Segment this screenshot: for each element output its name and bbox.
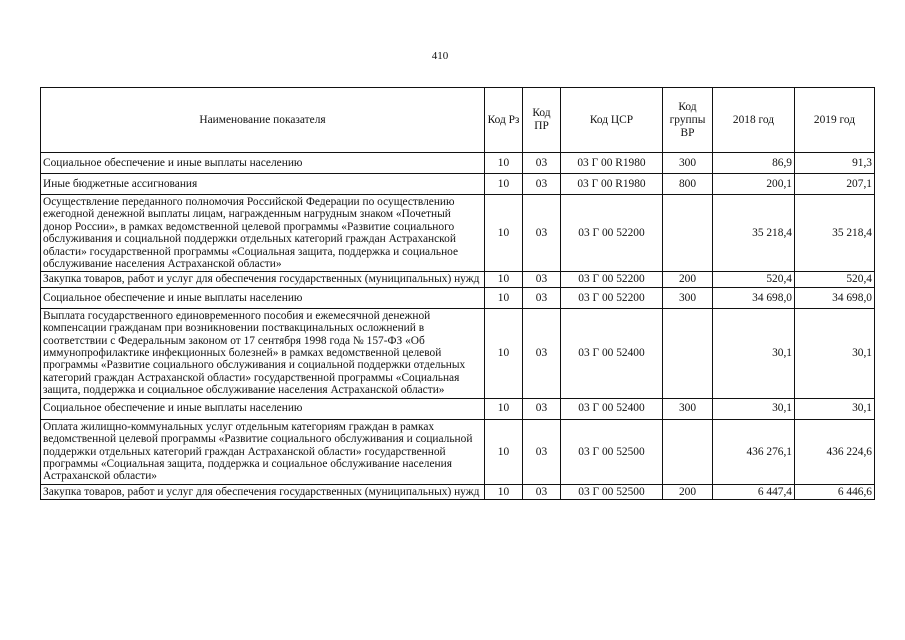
row-rz: 10 [485, 287, 523, 308]
row-2019: 520,4 [795, 272, 875, 287]
row-name: Иные бюджетные ассигнования [41, 174, 485, 195]
table-row [41, 308, 875, 398]
row-pr: 03 [523, 272, 561, 287]
row-2018: 30,1 [713, 398, 795, 419]
row-pr: 03 [523, 195, 561, 272]
row-vr: 200 [663, 484, 713, 499]
row-vr: 300 [663, 153, 713, 174]
row-rz: 10 [485, 398, 523, 419]
row-vr: 300 [663, 398, 713, 419]
row-csr: 03 Г 00 52200 [561, 272, 663, 287]
header-2018: 2018 год [713, 88, 795, 153]
row-name: Социальное обеспечение и иные выплаты населению [41, 398, 485, 419]
row-2018: 6 447,4 [713, 484, 795, 499]
row-pr: 03 [523, 484, 561, 499]
row-rz: 10 [485, 308, 523, 398]
table-row [41, 419, 875, 484]
row-name: Закупка товаров, работ и услуг для обеспечения государственных (муниципальных) нужд [41, 484, 485, 499]
row-2018: 34 698,0 [713, 287, 795, 308]
row-rz: 10 [485, 174, 523, 195]
row-2019: 91,3 [795, 153, 875, 174]
row-rz: 10 [485, 419, 523, 484]
row-csr: 03 Г 00 52500 [561, 419, 663, 484]
header-pr: Код ПР [523, 88, 561, 153]
row-2019: 30,1 [795, 398, 875, 419]
row-name: Осуществление переданного полномочия Российской Федерации по осуществлению ежегодной денежной выплаты лицам, награжденным нагрудным знаком «Почетный донор России», в рамках ведомственной целевой программы «Развитие социального обслуживания и социальной поддержки отдельных категорий граждан Астраханской области» государственной программы «Социальная защита, поддержка и социальное обслуживание населения Астраханской области» [41, 195, 485, 272]
row-vr: 800 [663, 174, 713, 195]
row-pr: 03 [523, 419, 561, 484]
table-row [41, 287, 875, 308]
row-rz: 10 [485, 153, 523, 174]
row-rz: 10 [485, 484, 523, 499]
row-vr [663, 308, 713, 398]
row-name: Оплата жилищно-коммунальных услуг отдельным категориям граждан в рамках ведомственной целевой программы «Развитие социального обслуживания и социальной поддержки отдельных категорий граждан Астраханской области» государственной программы «Социальная защита, поддержка и социальное обслуживание населения Астраханской области» [41, 419, 485, 484]
row-2018: 520,4 [713, 272, 795, 287]
row-rz: 10 [485, 272, 523, 287]
header-name: Наименование показателя [41, 88, 485, 153]
row-2019: 436 224,6 [795, 419, 875, 484]
row-2018: 86,9 [713, 153, 795, 174]
row-vr [663, 419, 713, 484]
row-2018: 200,1 [713, 174, 795, 195]
table-row [41, 174, 875, 195]
row-name: Закупка товаров, работ и услуг для обеспечения государственных (муниципальных) нужд [41, 272, 485, 287]
row-csr: 03 Г 00 52200 [561, 195, 663, 272]
page-number: 410 [431, 50, 449, 62]
row-csr: 03 Г 00 R1980 [561, 174, 663, 195]
header-rz: Код Рз [485, 88, 523, 153]
row-rz: 10 [485, 195, 523, 272]
row-2019: 207,1 [795, 174, 875, 195]
row-name: Социальное обеспечение и иные выплаты населению [41, 287, 485, 308]
row-pr: 03 [523, 174, 561, 195]
header-csr: Код ЦСР [561, 88, 663, 153]
table-row [41, 272, 875, 287]
row-2019: 6 446,6 [795, 484, 875, 499]
table-row [41, 398, 875, 419]
header-2019: 2019 год [795, 88, 875, 153]
row-2018: 436 276,1 [713, 419, 795, 484]
row-csr: 03 Г 00 52200 [561, 287, 663, 308]
table-row [41, 195, 875, 272]
row-name: Социальное обеспечение и иные выплаты населению [41, 153, 485, 174]
row-2019: 34 698,0 [795, 287, 875, 308]
header-vr: Код группы ВР [663, 88, 713, 153]
row-name: Выплата государственного единовременного пособия и ежемесячной денежной компенсации гражданам при возникновении поствакцинальных осложнений в соответствии с Федеральным законом от 17 сентября 1998 года № 157-ФЗ «Об иммунопрофилактике инфекционных болезней» в рамках ведомственной целевой программы «Развитие социального обслуживания и социальной поддержки отдельных категорий граждан Астраханской области» государственной программы «Социальная защита, поддержка и социальное обслуживание населения Астраханской области» [41, 308, 485, 398]
row-pr: 03 [523, 308, 561, 398]
row-csr: 03 Г 00 52400 [561, 308, 663, 398]
row-pr: 03 [523, 398, 561, 419]
row-pr: 03 [523, 287, 561, 308]
row-2019: 30,1 [795, 308, 875, 398]
row-2018: 35 218,4 [713, 195, 795, 272]
table-row [41, 484, 875, 499]
row-csr: 03 Г 00 R1980 [561, 153, 663, 174]
row-vr: 200 [663, 272, 713, 287]
row-vr: 300 [663, 287, 713, 308]
row-csr: 03 Г 00 52500 [561, 484, 663, 499]
table-header-row [41, 88, 875, 153]
row-csr: 03 Г 00 52400 [561, 398, 663, 419]
row-pr: 03 [523, 153, 561, 174]
row-2018: 30,1 [713, 308, 795, 398]
row-vr [663, 195, 713, 272]
row-2019: 35 218,4 [795, 195, 875, 272]
table-row [41, 153, 875, 174]
budget-table [40, 87, 875, 500]
